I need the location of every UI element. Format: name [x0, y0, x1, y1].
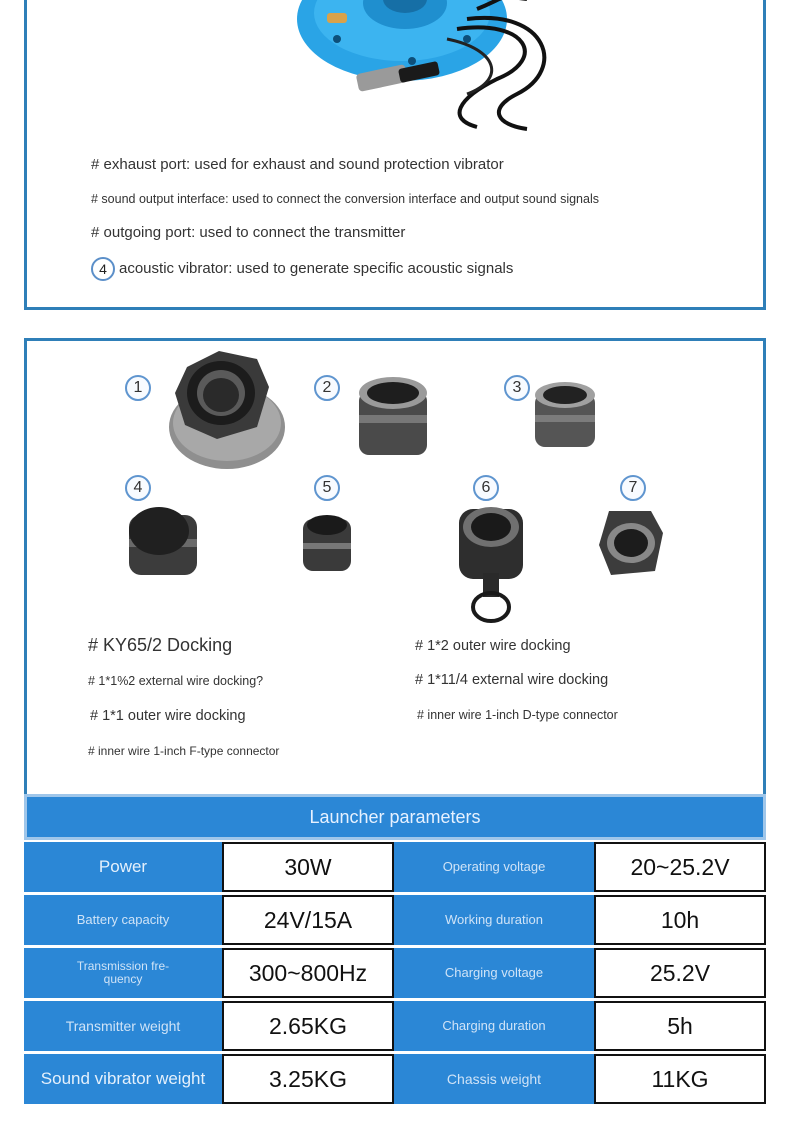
param-label-transmission-frequency: Transmission fre- quency	[24, 948, 222, 998]
outgoing-port-text: # outgoing port: used to connect the transmitter	[91, 224, 406, 241]
param-label-sound-vibrator-weight: Sound vibrator weight	[24, 1054, 222, 1104]
sound-output-text: # sound output interface: used to connect the conversion interface and output sound signals	[91, 192, 599, 206]
acoustic-vibrator-image	[27, 0, 763, 139]
connector-3-image	[529, 375, 601, 455]
param-row	[24, 1001, 766, 1051]
connector-1-image	[157, 347, 287, 472]
acoustic-vibrator-label: acoustic vibrator: used to generate specific acoustic signals	[119, 259, 514, 277]
part-label-2: 2	[314, 375, 340, 401]
param-value-chassis-weight: 11KG	[594, 1054, 766, 1104]
docking-left-3: # inner wire 1-inch F-type connector	[88, 744, 280, 758]
param-label-charging-duration: Charging duration	[394, 1001, 594, 1051]
vibrator-description-panel	[24, 0, 766, 310]
part-label-6: 6	[473, 475, 499, 501]
param-label-battery-capacity: Battery capacity	[24, 895, 222, 945]
part-label-1: 1	[125, 375, 151, 401]
connector-2-image	[353, 371, 433, 461]
param-row	[24, 895, 766, 945]
docking-left-1: # 1*1%2 external wire docking?	[88, 674, 264, 688]
docking-right-0: # 1*2 outer wire docking	[415, 638, 571, 654]
docking-left-2: # 1*1 outer wire docking	[90, 708, 246, 724]
param-value-battery-capacity: 24V/15A	[222, 895, 394, 945]
exhaust-port-text: # exhaust port: used for exhaust and sound protection vibrator	[91, 156, 504, 173]
part-label-7: 7	[620, 475, 646, 501]
part-label-5: 5	[314, 475, 340, 501]
docking-left-0: # KY65/2 Docking	[88, 635, 233, 655]
connector-6-image	[451, 501, 531, 626]
param-value-transmitter-weight: 2.65KG	[222, 1001, 394, 1051]
docking-right-1: # 1*11/4 external wire docking	[415, 672, 609, 688]
param-row	[24, 1054, 766, 1104]
param-value-charging-voltage: 25.2V	[594, 948, 766, 998]
part-label-4: 4	[125, 475, 151, 501]
param-value-sound-vibrator-weight: 3.25KG	[222, 1054, 394, 1104]
connector-7-image	[595, 505, 667, 581]
param-value-transmission-frequency: 300~800Hz	[222, 948, 394, 998]
connector-5-image	[299, 509, 355, 579]
param-value-charging-duration: 5h	[594, 1001, 766, 1051]
docking-parts-panel	[24, 338, 766, 794]
param-row	[24, 948, 766, 998]
launcher-parameters-title: Launcher parameters	[24, 794, 766, 840]
part-label-3: 3	[504, 375, 530, 401]
param-label-operating-voltage: Operating voltage	[394, 842, 594, 892]
param-value-working-duration: 10h	[594, 895, 766, 945]
param-value-power: 30W	[222, 842, 394, 892]
acoustic-vibrator-text	[91, 257, 513, 281]
param-row	[24, 842, 766, 892]
docking-right-2: # inner wire 1-inch D-type connector	[417, 708, 618, 722]
param-label-chassis-weight: Chassis weight	[394, 1054, 594, 1104]
connector-4-image	[123, 501, 203, 581]
param-label-working-duration: Working duration	[394, 895, 594, 945]
param-label-charging-voltage: Charging voltage	[394, 948, 594, 998]
param-label-power: Power	[24, 842, 222, 892]
number-circle-icon: 4	[91, 257, 115, 281]
param-value-operating-voltage: 20~25.2V	[594, 842, 766, 892]
param-label-transmitter-weight: Transmitter weight	[24, 1001, 222, 1051]
